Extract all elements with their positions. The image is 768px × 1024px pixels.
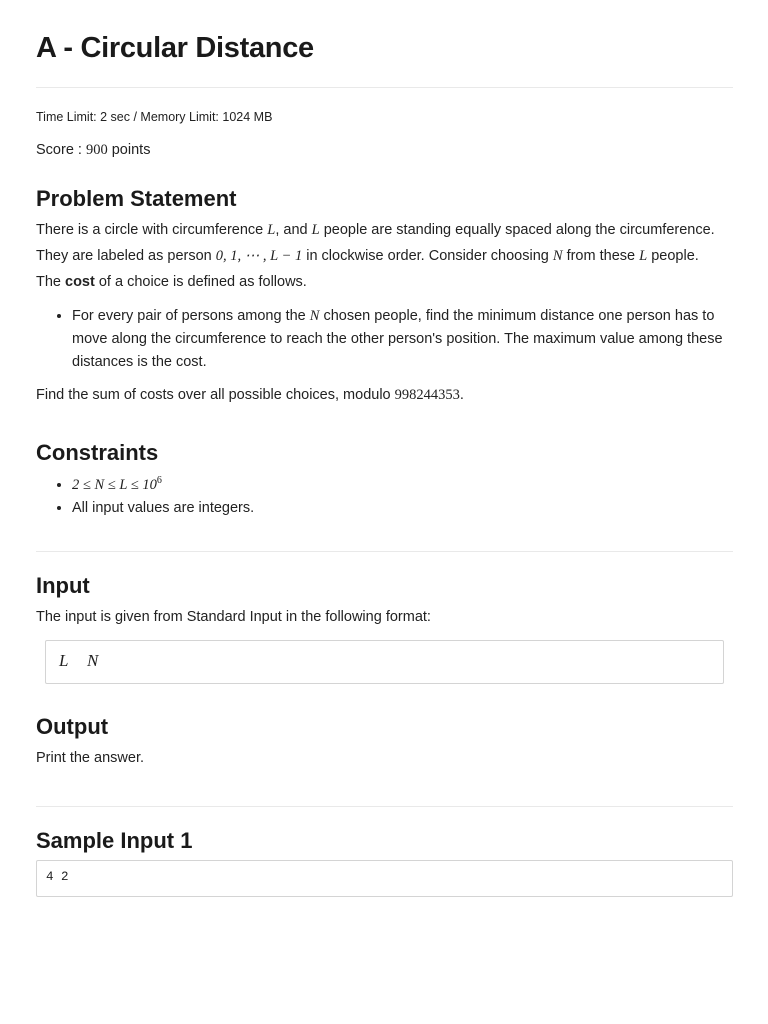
score-value: 900 xyxy=(85,142,108,158)
statement-line-2 xyxy=(36,243,733,269)
text: chosen people, find the minimum distance one person has to move along the circumference to reach the other person's position. The maximum value among these distances is the cost. xyxy=(72,308,723,370)
list-item: • All input values are integers. xyxy=(72,497,752,520)
score-suffix: points xyxy=(107,142,151,158)
text: from these xyxy=(562,248,640,264)
math-constraint: 2 ≤ N ≤ L ≤ 10 xyxy=(72,476,157,493)
math-modulo: 998244353 xyxy=(394,387,460,403)
text: in clockwise order. Consider choosing xyxy=(302,248,553,264)
text: people. xyxy=(647,248,699,264)
text: . xyxy=(459,387,464,403)
format-L: L xyxy=(59,651,69,670)
heading-problem-statement: Problem Statement xyxy=(36,186,237,211)
input-description: The input is given from Standard Input in the following format: xyxy=(36,609,431,625)
text: people are standing equally spaced along the circumference. xyxy=(319,222,715,238)
text: They are labeled as person xyxy=(36,248,216,264)
divider xyxy=(36,806,733,807)
text: , and xyxy=(275,222,312,238)
text: of a choice is defined as follows. xyxy=(94,274,307,290)
heading-sample-input-1: Sample Input 1 xyxy=(36,828,193,853)
constraints-list xyxy=(36,469,752,520)
math-L: L xyxy=(639,248,648,264)
sample-input-1-content: 4 2 xyxy=(46,870,69,884)
heading-input: Input xyxy=(36,573,90,598)
list-item xyxy=(72,469,752,497)
problem-title: A - Circular Distance xyxy=(36,32,314,64)
score-prefix: Score : xyxy=(36,142,86,158)
text: Find the sum of costs over all possible choices, modulo xyxy=(36,387,395,403)
divider xyxy=(36,551,733,552)
heading-constraints: Constraints xyxy=(36,440,159,465)
sample-input-1-box[interactable] xyxy=(36,860,733,897)
input-format-box xyxy=(45,640,724,684)
statement-paragraph xyxy=(36,217,733,295)
output-description: Print the answer. xyxy=(36,750,144,766)
statement-line-3 xyxy=(36,269,733,295)
list-item xyxy=(72,305,752,374)
math-L: L xyxy=(311,222,320,238)
math-range: 0, 1, ⋯ , L − 1 xyxy=(215,248,303,264)
math-exponent: 6 xyxy=(156,475,162,486)
format-N: N xyxy=(87,651,99,670)
score-line xyxy=(36,142,150,159)
limits-text: Time Limit: 2 sec / Memory Limit: 1024 MB xyxy=(36,110,273,124)
find-sum-line xyxy=(36,382,733,408)
statement-line-1 xyxy=(36,217,733,243)
text: The xyxy=(36,274,66,290)
divider xyxy=(36,87,733,88)
math-N: N xyxy=(552,248,563,264)
heading-output: Output xyxy=(36,714,109,739)
math-L: L xyxy=(267,222,276,238)
text: For every pair of persons among the xyxy=(72,308,310,324)
math-N: N xyxy=(309,308,320,324)
bold-cost: cost xyxy=(65,274,95,290)
cost-definition-list xyxy=(36,305,752,374)
text: There is a circle with circumference xyxy=(36,222,268,238)
